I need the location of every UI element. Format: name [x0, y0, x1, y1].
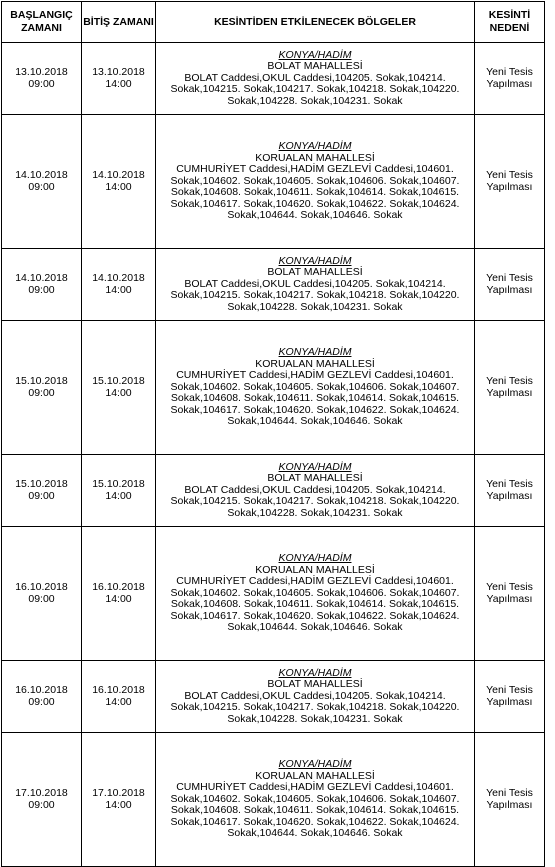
street-list: BOLAT Caddesi,OKUL Caddesi,104205. Sokak,104214. Sokak,104215. Sokak,104217. Sokak,104218. Sokak,104220. Sokak,104228. Sokak,104231. Sokak: [170, 71, 460, 107]
street-list: CUMHURİYET Caddesi,HADİM GEZLEVİ Caddesi,104601. Sokak,104602. Sokak,104605. Sokak,104606. Sokak,104607. Sokak,104608. Sokak,104611. Sokak,104614. Sokak,104615. Sokak,104617. Sokak,104620. Sokak,104622. Sokak,104624. Sokak,104644. Sokak,104646. Sokak: [170, 369, 460, 428]
street-list: CUMHURİYET Caddesi,HADİM GEZLEVİ Caddesi,104601. Sokak,104602. Sokak,104605. Sokak,104606. Sokak,104607. Sokak,104608. Sokak,104611. Sokak,104614. Sokak,104615. Sokak,104617. Sokak,104620. Sokak,104622. Sokak,104624. Sokak,104644. Sokak,104646. Sokak: [170, 163, 460, 222]
end-date: 14.10.2018: [92, 271, 145, 284]
affected-areas-cell: [156, 43, 475, 115]
start-time-cell: [2, 455, 82, 527]
affected-areas-cell: [156, 661, 475, 733]
end-time-cell: [82, 115, 156, 249]
table-header-row: [2, 2, 545, 43]
end-time: 14:00: [105, 695, 132, 708]
region-name: KONYA/HADİM: [278, 757, 352, 770]
affected-areas-cell: [156, 115, 475, 249]
start-time-cell: [2, 115, 82, 249]
header-outage-reason: KESİNTİ NEDENİ: [475, 2, 545, 43]
outage-reason: Yeni Tesis Yapılması: [486, 271, 533, 296]
header-end-time: BİTİŞ ZAMANI: [82, 2, 156, 43]
neighborhood-name: KORUALAN MAHALLESİ: [255, 769, 375, 782]
header-affected-areas: KESİNTİDEN ETKİLENECEK BÖLGELER: [156, 2, 475, 43]
start-time-cell: [2, 733, 82, 867]
start-date: 13.10.2018: [15, 65, 68, 78]
start-time: 09:00: [28, 592, 55, 605]
street-list: BOLAT Caddesi,OKUL Caddesi,104205. Sokak,104214. Sokak,104215. Sokak,104217. Sokak,104218. Sokak,104220. Sokak,104228. Sokak,104231. Sokak: [170, 483, 460, 519]
start-time-cell: [2, 249, 82, 321]
street-list: CUMHURİYET Caddesi,HADİM GEZLEVİ Caddesi,104601. Sokak,104602. Sokak,104605. Sokak,104606. Sokak,104607. Sokak,104608. Sokak,104611. Sokak,104614. Sokak,104615. Sokak,104617. Sokak,104620. Sokak,104622. Sokak,104624. Sokak,104644. Sokak,104646. Sokak: [170, 781, 460, 840]
end-time: 14:00: [105, 489, 132, 502]
end-time-cell: [82, 321, 156, 455]
outage-reason-cell: [475, 527, 545, 661]
outage-table-wrapper: [1, 1, 545, 867]
end-time: 14:00: [105, 386, 132, 399]
neighborhood-name: KORUALAN MAHALLESİ: [255, 357, 375, 370]
outage-table: [1, 1, 545, 867]
start-time: 09:00: [28, 77, 55, 90]
end-date: 17.10.2018: [92, 786, 145, 799]
start-time: 09:00: [28, 489, 55, 502]
outage-reason: Yeni Tesis Yapılması: [486, 374, 533, 399]
outage-reason: Yeni Tesis Yapılması: [486, 477, 533, 502]
end-time: 14:00: [105, 283, 132, 296]
start-time: 09:00: [28, 695, 55, 708]
street-list: BOLAT Caddesi,OKUL Caddesi,104205. Sokak,104214. Sokak,104215. Sokak,104217. Sokak,104218. Sokak,104220. Sokak,104228. Sokak,104231. Sokak: [170, 277, 460, 313]
neighborhood-name: BOLAT MAHALLESİ: [267, 266, 363, 279]
start-date: 14.10.2018: [15, 271, 68, 284]
start-time: 09:00: [28, 386, 55, 399]
outage-reason-cell: [475, 661, 545, 733]
neighborhood-name: BOLAT MAHALLESİ: [267, 678, 363, 691]
start-time-cell: [2, 43, 82, 115]
table-row: [2, 733, 545, 867]
outage-reason-cell: [475, 455, 545, 527]
start-date: 15.10.2018: [15, 477, 68, 490]
table-row: [2, 527, 545, 661]
header-start-time: BAŞLANGIÇ ZAMANI: [2, 2, 82, 43]
neighborhood-name: KORUALAN MAHALLESİ: [255, 151, 375, 164]
end-time-cell: [82, 249, 156, 321]
table-row: [2, 249, 545, 321]
start-date: 15.10.2018: [15, 374, 68, 387]
end-time: 14:00: [105, 798, 132, 811]
start-date: 16.10.2018: [15, 580, 68, 593]
affected-areas-cell: [156, 733, 475, 867]
region-name: KONYA/HADİM: [278, 460, 352, 473]
outage-reason: Yeni Tesis Yapılması: [486, 683, 533, 708]
region-name: KONYA/HADİM: [278, 345, 352, 358]
table-row: [2, 455, 545, 527]
table-row: [2, 43, 545, 115]
start-date: 14.10.2018: [15, 168, 68, 181]
start-date: 16.10.2018: [15, 683, 68, 696]
end-date: 16.10.2018: [92, 683, 145, 696]
outage-reason-cell: [475, 321, 545, 455]
start-time-cell: [2, 661, 82, 733]
neighborhood-name: KORUALAN MAHALLESİ: [255, 563, 375, 576]
affected-areas-cell: [156, 527, 475, 661]
outage-reason-cell: [475, 43, 545, 115]
end-time-cell: [82, 661, 156, 733]
region-name: KONYA/HADİM: [278, 551, 352, 564]
affected-areas-cell: [156, 249, 475, 321]
end-time-cell: [82, 43, 156, 115]
table-body: [2, 43, 545, 867]
region-name: KONYA/HADİM: [278, 254, 352, 267]
outage-reason: Yeni Tesis Yapılması: [486, 786, 533, 811]
street-list: CUMHURİYET Caddesi,HADİM GEZLEVİ Caddesi,104601. Sokak,104602. Sokak,104605. Sokak,104606. Sokak,104607. Sokak,104608. Sokak,104611. Sokak,104614. Sokak,104615. Sokak,104617. Sokak,104620. Sokak,104622. Sokak,104624. Sokak,104644. Sokak,104646. Sokak: [170, 575, 460, 634]
neighborhood-name: BOLAT MAHALLESİ: [267, 60, 363, 73]
end-date: 13.10.2018: [92, 65, 145, 78]
end-time-cell: [82, 733, 156, 867]
outage-reason: Yeni Tesis Yapılması: [486, 65, 533, 90]
end-date: 15.10.2018: [92, 374, 145, 387]
affected-areas-cell: [156, 321, 475, 455]
neighborhood-name: BOLAT MAHALLESİ: [267, 472, 363, 485]
outage-reason: Yeni Tesis Yapılması: [486, 168, 533, 193]
start-time-cell: [2, 527, 82, 661]
affected-areas-cell: [156, 455, 475, 527]
region-name: KONYA/HADİM: [278, 666, 352, 679]
end-date: 15.10.2018: [92, 477, 145, 490]
end-time-cell: [82, 455, 156, 527]
end-time: 14:00: [105, 77, 132, 90]
region-name: KONYA/HADİM: [278, 48, 352, 61]
start-time: 09:00: [28, 283, 55, 296]
end-time-cell: [82, 527, 156, 661]
end-time: 14:00: [105, 180, 132, 193]
street-list: BOLAT Caddesi,OKUL Caddesi,104205. Sokak,104214. Sokak,104215. Sokak,104217. Sokak,104218. Sokak,104220. Sokak,104228. Sokak,104231. Sokak: [170, 689, 460, 725]
outage-reason-cell: [475, 115, 545, 249]
end-date: 16.10.2018: [92, 580, 145, 593]
region-name: KONYA/HADİM: [278, 139, 352, 152]
table-row: [2, 321, 545, 455]
table-row: [2, 661, 545, 733]
start-time: 09:00: [28, 180, 55, 193]
start-time: 09:00: [28, 798, 55, 811]
outage-reason: Yeni Tesis Yapılması: [486, 580, 533, 605]
end-date: 14.10.2018: [92, 168, 145, 181]
outage-reason-cell: [475, 733, 545, 867]
outage-reason-cell: [475, 249, 545, 321]
start-time-cell: [2, 321, 82, 455]
table-row: [2, 115, 545, 249]
end-time: 14:00: [105, 592, 132, 605]
start-date: 17.10.2018: [15, 786, 68, 799]
